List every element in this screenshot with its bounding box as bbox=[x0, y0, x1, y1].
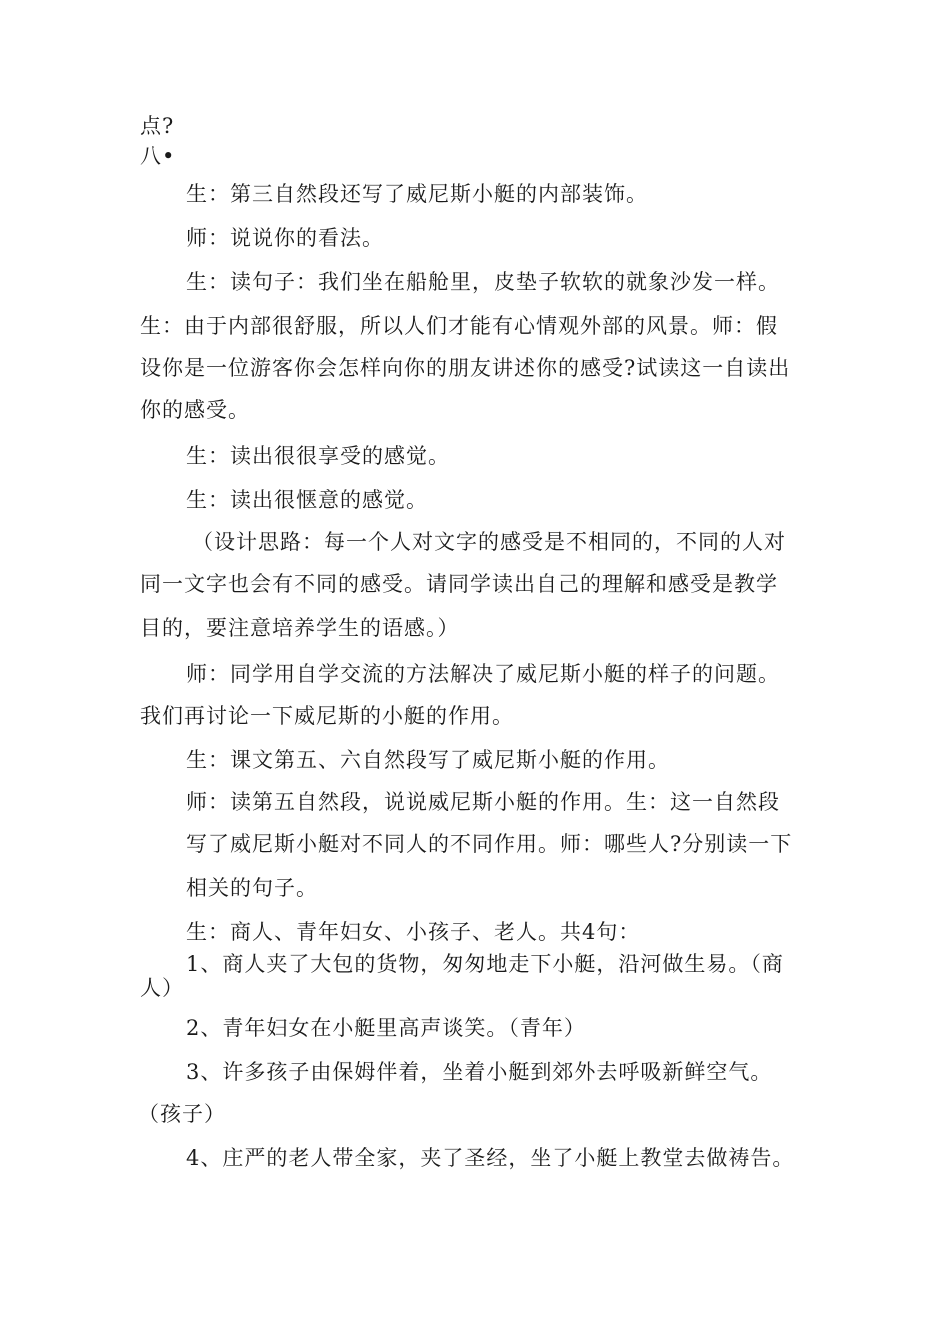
text-line: 生：读出很惬意的感觉。 bbox=[186, 488, 428, 512]
text-line: 3、许多孩子由保姆伴着，坐着小艇到郊外去呼吸新鲜空气。 bbox=[186, 1060, 773, 1084]
text-line: 生：课文第五、六自然段写了威尼斯小艇的作用。 bbox=[186, 748, 670, 772]
text-line: 设你是一位游客你会怎样向你的朋友讲述你的感受?试读这一自读出 bbox=[140, 356, 791, 380]
text-line: 点? bbox=[140, 114, 175, 138]
text-line: 师：同学用自学交流的方法解决了威尼斯小艇的样子的问题。 bbox=[186, 662, 780, 686]
text-line: 你的感受。 bbox=[140, 398, 250, 422]
text-line: 师：说说你的看法。 bbox=[186, 226, 384, 250]
text-line: 八• bbox=[140, 144, 176, 168]
text-line: 目的，要注意培养学生的语感。） bbox=[140, 616, 460, 640]
text-line: 生：由于内部很舒服，所以人们才能有心情观外部的风景。师：假 bbox=[140, 314, 778, 338]
text-line: 1、商人夹了大包的货物，匆匆地走下小艇，沿河做生易。（商 bbox=[186, 952, 784, 976]
text-line: 同一文字也会有不同的感受。请同学读出自己的理解和感受是教学 bbox=[140, 572, 778, 596]
text-line: 4、庄严的老人带全家，夹了圣经，坐了小艇上教堂去做祷告。 bbox=[186, 1146, 795, 1170]
text-line: 我们再讨论一下威尼斯的小艇的作用。 bbox=[140, 704, 514, 728]
text-line: 生：读句子：我们坐在船舱里，皮垫子软软的就象沙发一样。 bbox=[186, 270, 780, 294]
text-line: 生：商人、青年妇女、小孩子、老人。共4句： bbox=[186, 920, 641, 944]
text-line: 写了威尼斯小艇对不同人的不同作用。师：哪些人?分别读一下 bbox=[186, 832, 793, 856]
text-line: 人） bbox=[140, 976, 184, 1000]
text-line: （孩子） bbox=[138, 1102, 226, 1126]
text-line: 师：读第五自然段，说说威尼斯小艇的作用。生：这一自然段 bbox=[186, 790, 780, 814]
text-line: 生：第三自然段还写了威尼斯小艇的内部装饰。 bbox=[186, 182, 648, 206]
text-line: 2、青年妇女在小艇里高声谈笑。（青年） bbox=[186, 1016, 586, 1040]
text-line: 相关的句子。 bbox=[186, 876, 318, 900]
text-line: （设计思路：每一个人对文字的感受是不相同的，不同的人对 bbox=[192, 530, 786, 554]
text-line: 生：读出很很享受的感觉。 bbox=[186, 444, 450, 468]
